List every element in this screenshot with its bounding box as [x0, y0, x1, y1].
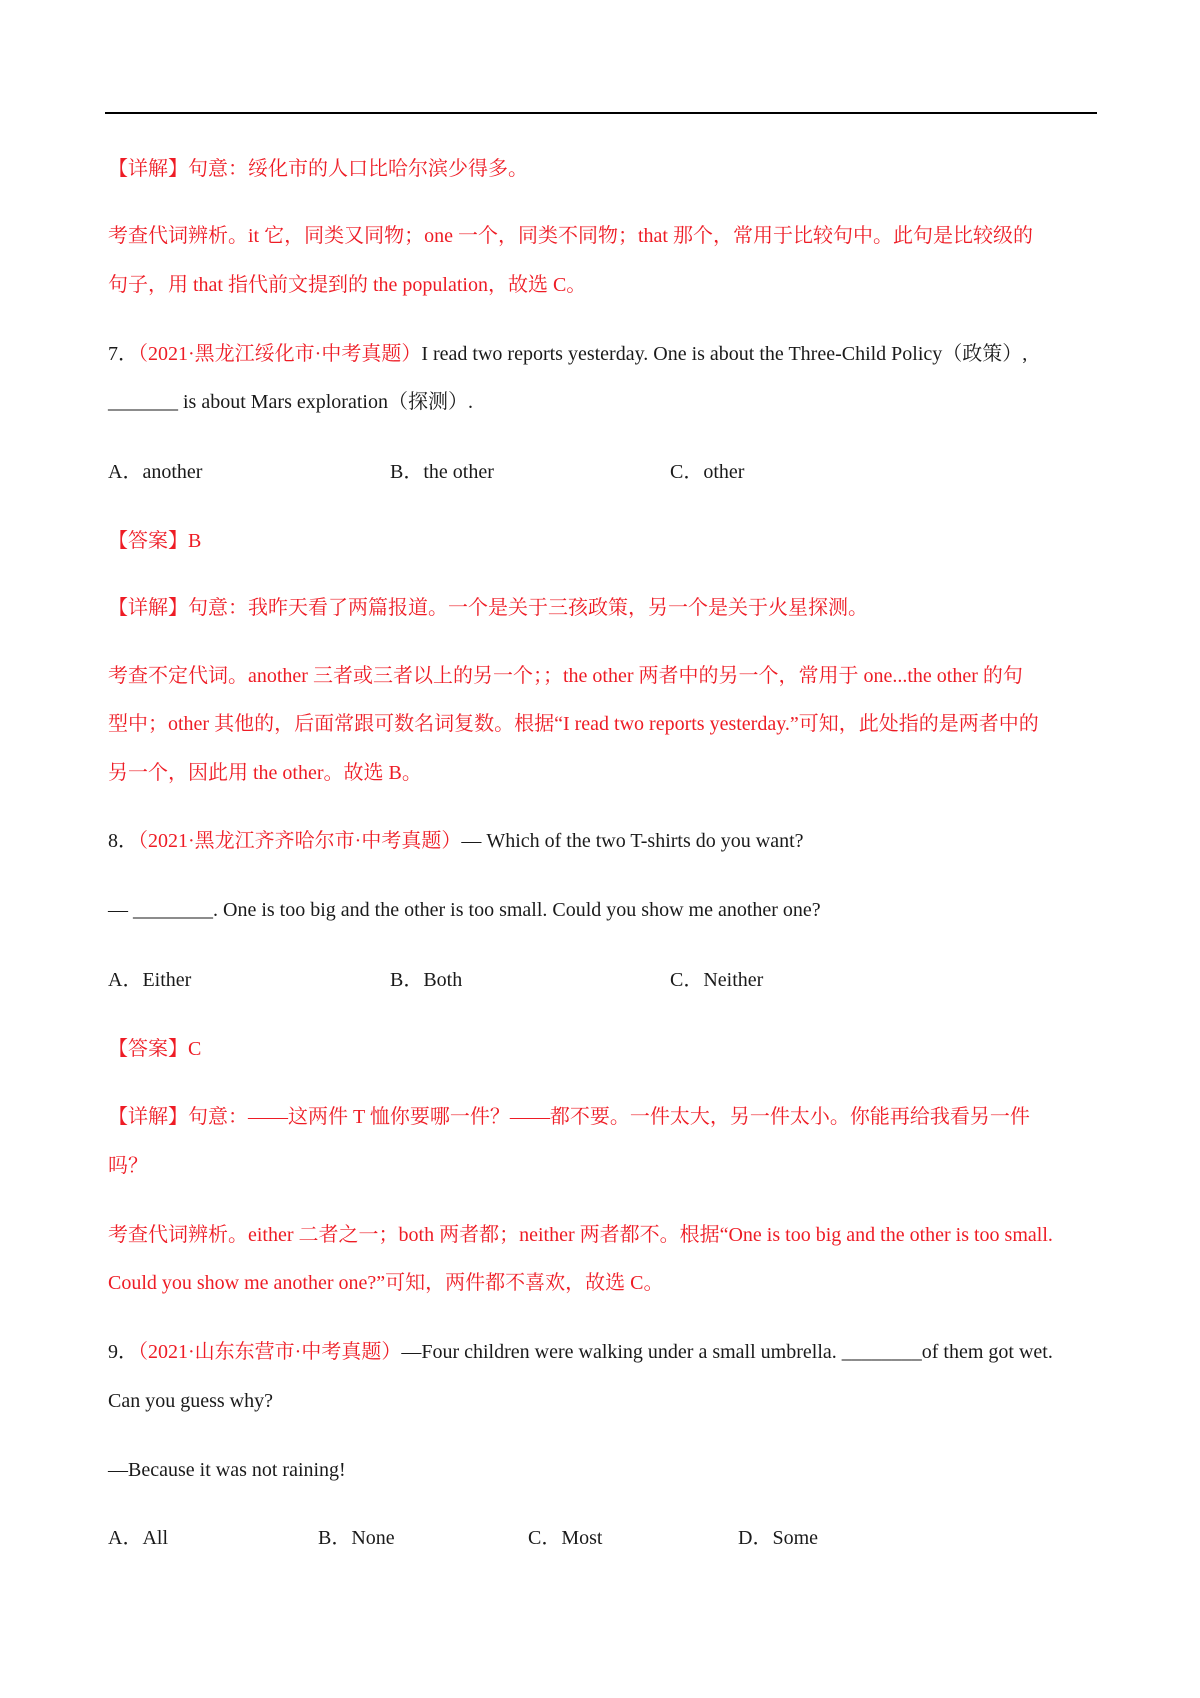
q8-option-c[interactable]: C．Neither	[670, 969, 764, 991]
q8-number: 8．	[108, 830, 138, 852]
q6-analysis-line-2: 句子，用 that 指代前文提到的 the population，故选 C。	[108, 274, 587, 296]
q7-analysis-line-3: 另一个，因此用 the other。故选 B。	[108, 762, 422, 784]
q9-number: 9．	[108, 1341, 138, 1363]
q9-option-b[interactable]: B．None	[318, 1527, 395, 1549]
q6-detail: 【详解】句意：绥化市的人口比哈尔滨少得多。	[108, 158, 528, 180]
q7-analysis-line-1: 考查不定代词。another 三者或三者以上的另一个；；the other 两者中的另一个，常用于 one...the other 的句	[108, 665, 1023, 687]
q8-stem-line-1: 8．（2021·黑龙江齐齐哈尔市·中考真题）— Which of the two T-shirts do you want?	[108, 830, 804, 852]
q8-option-a[interactable]: A．Either	[108, 969, 192, 991]
q9-option-a[interactable]: A．All	[108, 1527, 169, 1549]
q7-number: 7．	[108, 343, 138, 365]
q8-source: （2021·黑龙江齐齐哈尔市·中考真题）	[138, 830, 462, 852]
q8-detail-line-2: 吗？	[108, 1155, 148, 1177]
q9-option-c[interactable]: C．Most	[528, 1527, 603, 1549]
q8-option-b[interactable]: B．Both	[390, 969, 463, 991]
q7-option-a[interactable]: A．another	[108, 461, 203, 483]
q9-stem-line-2: Can you guess why?	[108, 1390, 273, 1412]
q7-answer: 【答案】B	[108, 530, 202, 552]
q7-stem-line-2: _______ is about Mars exploration（探测）.	[108, 391, 473, 413]
q8-stem-line-2: — ________. One is too big and the other is too small. Could you show me another one?	[108, 899, 821, 921]
q9-source: （2021·山东东营市·中考真题）	[138, 1341, 402, 1363]
q7-option-c[interactable]: C．other	[670, 461, 745, 483]
q9-stem-line-3: —Because it was not raining!	[108, 1459, 346, 1481]
q7-source: （2021·黑龙江绥化市·中考真题）	[138, 343, 422, 365]
q9-stem-line-1: 9．（2021·山东东营市·中考真题）—Four children were walking under a small umbrella. ________of them got wet.	[108, 1341, 1053, 1363]
q9-option-d[interactable]: D．Some	[738, 1527, 819, 1549]
q7-detail: 【详解】句意：我昨天看了两篇报道。一个是关于三孩政策，另一个是关于火星探测。	[108, 597, 868, 619]
q7-stem-line-1: 7．（2021·黑龙江绥化市·中考真题）I read two reports yesterday. One is about the Three-Child Policy（政策）,	[108, 343, 1028, 365]
q7-analysis-line-2: 型中；other 其他的，后面常跟可数名词复数。根据“I read two reports yesterday.”可知，此处指的是两者中的	[108, 713, 1039, 735]
q8-answer: 【答案】C	[108, 1038, 202, 1060]
header-rule	[105, 112, 1097, 114]
q8-analysis-line-2: Could you show me another one?”可知，两件都不喜欢，故选 C。	[108, 1272, 664, 1294]
q7-option-b[interactable]: B．the other	[390, 461, 494, 483]
q6-analysis-line-1: 考查代词辨析。it 它，同类又同物；one 一个，同类不同物；that 那个，常用于比较句中。此句是比较级的	[108, 225, 1033, 247]
q8-detail-line-1: 【详解】句意：——这两件 T 恤你要哪一件？——都不要。一件太大，另一件太小。你能再给我看另一件	[108, 1106, 1030, 1128]
q8-analysis-line-1: 考查代词辨析。either 二者之一；both 两者都；neither 两者都不。根据“One is too big and the other is too small.	[108, 1224, 1053, 1246]
